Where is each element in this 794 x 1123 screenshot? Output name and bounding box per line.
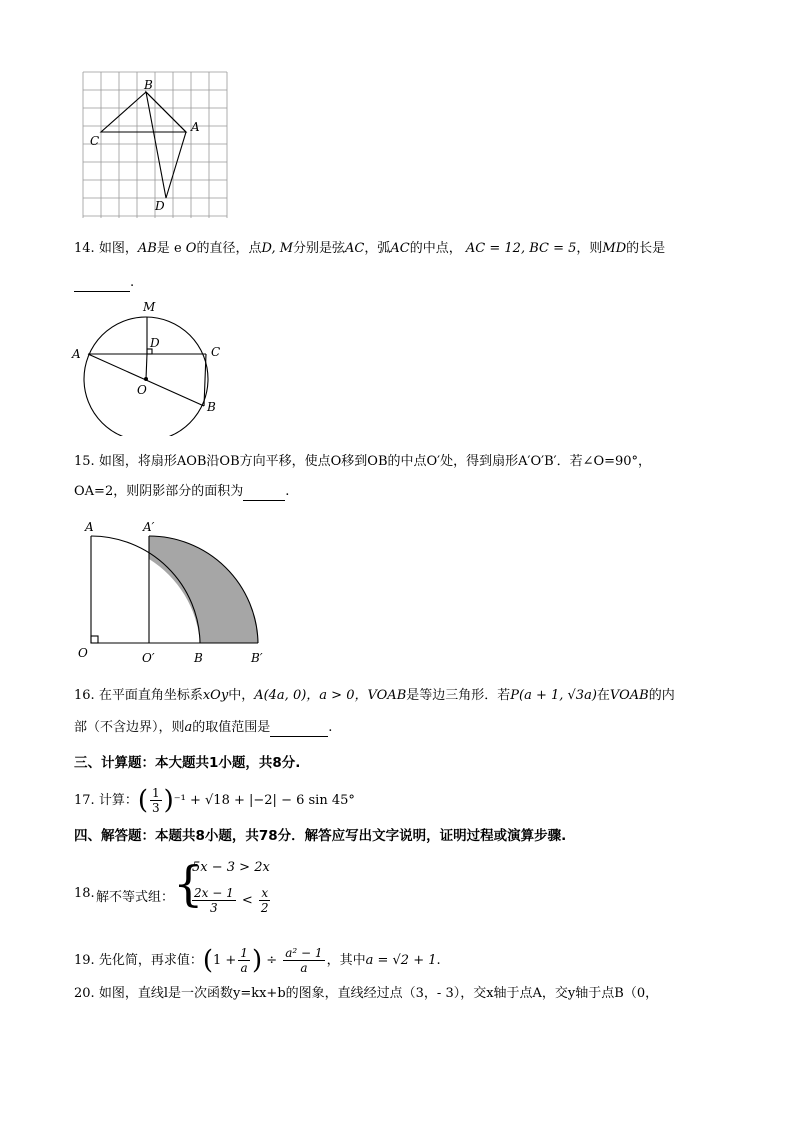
question-15-line2: OA=2，则阴影部分的面积为 . (74, 484, 290, 499)
question-17: 17. 计算：( $\frac{1}{3}$ )⁻¹ + √18 + |−2| − 6 sin 45° (74, 785, 355, 816)
fraction: $\frac{1}{3}$ (152, 786, 160, 815)
grid-figure (80, 70, 235, 222)
question-19: 19. 先化简，再求值：(1 + $\frac{1}{a}$ ) ÷ $\frac{\text{a² − 1}}{a}$ ，其中a = √2 + 1. (74, 945, 441, 976)
answer-line-14: . (74, 274, 134, 292)
question-15: 15. 如图，将扇形AOB沿OB方向平移，使点O移到OB的中点O′处，得到扇形A′O′B′．若∠O=90°， (74, 454, 652, 469)
question-18: 18. 解不等式组： { 5x − 3 > 2x $\frac{2x - 1}{3}$ < $\frac{x}{2}$ (74, 858, 374, 928)
section-3-heading: 三、计算题：本大题共1小题，共8分. (74, 755, 301, 771)
label-O: O (137, 383, 147, 397)
inequality-2: $\frac{2x - 1}{3}$ < $\frac{x}{2}$ (194, 886, 269, 915)
label-B-prime: B′ (251, 651, 263, 665)
question-20: 20. 如图，直线l是一次函数y=kx+b的图象，直线经过点（3，- 3），交x轴于点A，交y轴于点B（0， (74, 986, 659, 1001)
label-O-prime: O′ (142, 651, 155, 665)
label-C: C (90, 134, 100, 148)
label-D: D (155, 199, 165, 213)
question-14: 14. 如图，AB是 e O的直径，点D, M分别是弦AC，弧AC的中点， AC = 12, BC = 5，则MD的长是 (74, 241, 666, 256)
answer-blank (243, 486, 285, 501)
label-A: A (72, 347, 81, 361)
label-M: M (143, 300, 156, 314)
label-B: B (144, 78, 153, 92)
circle-figure (66, 296, 236, 436)
label-A: A (85, 520, 94, 534)
label-O: O (78, 646, 88, 660)
label-A: A (191, 120, 200, 134)
label-B: B (194, 651, 203, 665)
section-4-heading: 四、解答题：本题共8小题，共78分．解答应写出文字说明，证明过程或演算步骤. (74, 828, 567, 844)
brace: { (173, 856, 204, 912)
question-16: 16. 在平面直角坐标系xOy中，A(4a, 0)，a > 0，VOAB是等边三角形．若P(a + 1, √3a)在VOAB的内 (74, 688, 675, 703)
sector-figure (70, 512, 280, 672)
answer-blank (270, 722, 328, 737)
question-16-line2: 部（不含边界），则a的取值范围是 . (74, 720, 333, 735)
label-B: B (207, 400, 216, 414)
answer-blank (74, 277, 130, 292)
label-D: D (150, 336, 160, 350)
label-C: C (211, 345, 221, 359)
label-A-prime: A′ (143, 520, 155, 534)
